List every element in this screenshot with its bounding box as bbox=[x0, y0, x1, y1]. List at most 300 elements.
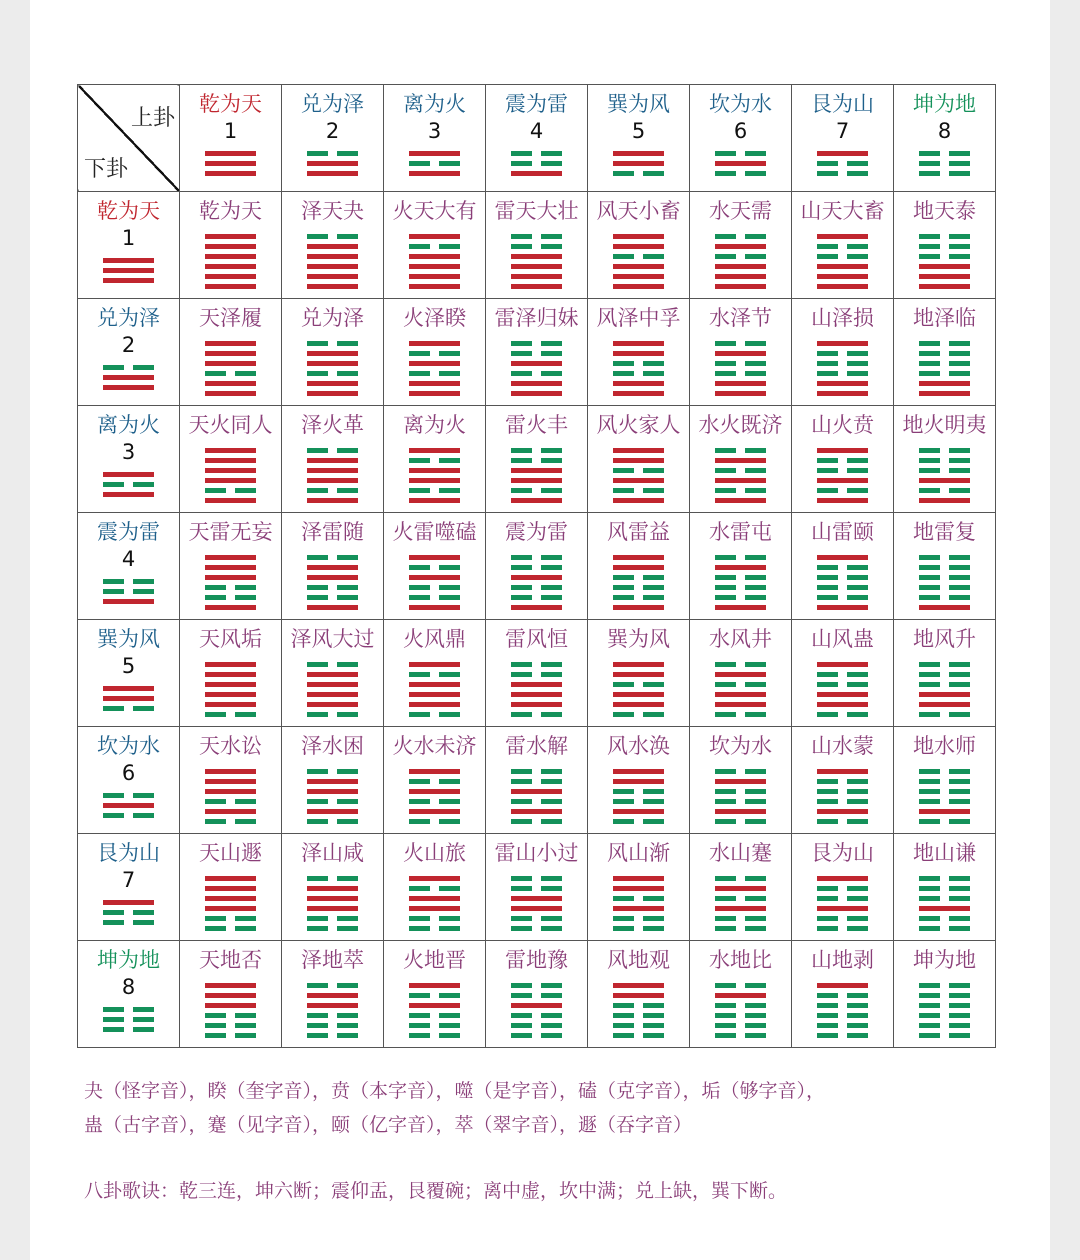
yang-line bbox=[613, 234, 664, 239]
yin-line bbox=[919, 993, 970, 998]
hexagram-name: 山水蒙 bbox=[811, 734, 874, 758]
hexagram-cell bbox=[486, 299, 588, 406]
hexagram-name: 雷泽归妹 bbox=[494, 306, 579, 330]
hexagram-symbol bbox=[613, 983, 664, 1038]
yang-line bbox=[715, 692, 766, 697]
trigram-name: 兑为泽 bbox=[301, 92, 364, 116]
yang-line bbox=[307, 351, 358, 356]
yin-line bbox=[103, 365, 154, 370]
hexagram-symbol bbox=[715, 555, 766, 610]
hexagram-name: 天山遯 bbox=[199, 841, 262, 865]
hexagram-name: 水雷屯 bbox=[709, 520, 772, 544]
yang-line bbox=[205, 381, 256, 386]
yang-line bbox=[205, 809, 256, 814]
hexagram-name: 地天泰 bbox=[913, 199, 976, 223]
yang-line bbox=[715, 244, 766, 249]
yin-line bbox=[511, 341, 562, 346]
hexagram-symbol bbox=[409, 983, 460, 1038]
yang-line bbox=[205, 692, 256, 697]
yang-line bbox=[715, 702, 766, 707]
yin-line bbox=[715, 1023, 766, 1028]
hexagram-name: 地风升 bbox=[913, 627, 976, 651]
yang-line bbox=[205, 1003, 256, 1008]
trigram-symbol bbox=[103, 793, 154, 818]
yang-line bbox=[103, 268, 154, 273]
yang-line bbox=[409, 341, 460, 346]
yin-line bbox=[307, 585, 358, 590]
lower-trigram-header bbox=[78, 299, 180, 406]
yin-line bbox=[715, 769, 766, 774]
hexagram-symbol bbox=[919, 983, 970, 1038]
yang-line bbox=[307, 575, 358, 580]
yin-line bbox=[919, 1013, 970, 1018]
hexagram-symbol bbox=[409, 555, 460, 610]
yin-line bbox=[817, 1013, 868, 1018]
yin-line bbox=[511, 234, 562, 239]
yang-line bbox=[817, 274, 868, 279]
trigram-name: 离为火 bbox=[97, 413, 160, 437]
yin-line bbox=[919, 555, 970, 560]
hexagram-cell bbox=[282, 834, 384, 941]
yang-line bbox=[511, 789, 562, 794]
yang-line bbox=[409, 151, 460, 156]
yang-line bbox=[307, 779, 358, 784]
yin-line bbox=[613, 1003, 664, 1008]
hexagram-symbol bbox=[511, 555, 562, 610]
yin-line bbox=[205, 916, 256, 921]
hexagram-name: 雷风恒 bbox=[505, 627, 568, 651]
yin-line bbox=[613, 1013, 664, 1018]
yin-line bbox=[103, 1007, 154, 1012]
trigram-symbol bbox=[307, 151, 358, 176]
yang-line bbox=[409, 391, 460, 396]
yin-line bbox=[919, 575, 970, 580]
hexagram-symbol bbox=[613, 555, 664, 610]
hexagram-name: 风山渐 bbox=[607, 841, 670, 865]
yin-line bbox=[103, 793, 154, 798]
yin-line bbox=[307, 151, 358, 156]
hexagram-cell bbox=[588, 513, 690, 620]
yang-line bbox=[817, 391, 868, 396]
table-row bbox=[78, 941, 996, 1048]
yin-line bbox=[511, 1023, 562, 1028]
yin-line bbox=[103, 1017, 154, 1022]
yang-line bbox=[409, 702, 460, 707]
yin-line bbox=[919, 161, 970, 166]
yin-line bbox=[715, 662, 766, 667]
yin-line bbox=[919, 886, 970, 891]
yin-line bbox=[511, 555, 562, 560]
yang-line bbox=[613, 876, 664, 881]
hexagram-name: 火风鼎 bbox=[403, 627, 466, 651]
yang-line bbox=[817, 906, 868, 911]
yang-line bbox=[613, 906, 664, 911]
trigram-symbol bbox=[919, 151, 970, 176]
yin-line bbox=[919, 341, 970, 346]
hexagram-name: 火地晋 bbox=[403, 948, 466, 972]
hexagram-name: 火水未济 bbox=[392, 734, 477, 758]
upper-trigram-header bbox=[588, 85, 690, 192]
hexagram-symbol bbox=[307, 876, 358, 931]
hexagram-symbol bbox=[715, 876, 766, 931]
yin-line bbox=[919, 254, 970, 259]
hexagram-name: 雷水解 bbox=[505, 734, 568, 758]
hexagram-symbol bbox=[715, 983, 766, 1038]
upper-trigram-header bbox=[792, 85, 894, 192]
yin-line bbox=[307, 448, 358, 453]
hexagram-cell bbox=[894, 834, 996, 941]
yang-line bbox=[613, 284, 664, 289]
yin-line bbox=[817, 682, 868, 687]
yang-line bbox=[205, 575, 256, 580]
yang-line bbox=[919, 274, 970, 279]
hexagram-table bbox=[77, 84, 996, 1048]
yang-line bbox=[817, 284, 868, 289]
hexagram-cell bbox=[282, 513, 384, 620]
yin-line bbox=[919, 1003, 970, 1008]
yin-line bbox=[817, 565, 868, 570]
yin-line bbox=[715, 926, 766, 931]
hexagram-cell bbox=[894, 941, 996, 1048]
yang-line bbox=[103, 258, 154, 263]
yang-line bbox=[409, 692, 460, 697]
yin-line bbox=[715, 712, 766, 717]
yin-line bbox=[613, 371, 664, 376]
yang-line bbox=[511, 1003, 562, 1008]
hexagram-symbol bbox=[205, 341, 256, 396]
hexagram-cell bbox=[180, 834, 282, 941]
yin-line bbox=[613, 1023, 664, 1028]
yang-line bbox=[715, 264, 766, 269]
yang-line bbox=[613, 381, 664, 386]
yang-line bbox=[511, 498, 562, 503]
yin-line bbox=[715, 171, 766, 176]
hexagram-symbol bbox=[409, 234, 460, 289]
yin-line bbox=[919, 234, 970, 239]
yang-line bbox=[511, 478, 562, 483]
yang-line bbox=[511, 391, 562, 396]
yin-line bbox=[511, 151, 562, 156]
notes-line-1: 夬（怪字音），睽（奎字音），贲（本字音），噬（是字音），磕（克字音），垢（够字音）， bbox=[84, 1080, 826, 1102]
hexagram-name: 水地比 bbox=[709, 948, 772, 972]
upper-trigram-header bbox=[282, 85, 384, 192]
yin-line bbox=[817, 926, 868, 931]
hexagram-cell bbox=[486, 192, 588, 299]
hexagram-cell bbox=[282, 406, 384, 513]
hexagram-symbol bbox=[919, 769, 970, 824]
yin-line bbox=[103, 706, 154, 711]
yin-line bbox=[205, 595, 256, 600]
hexagram-name: 山泽损 bbox=[811, 306, 874, 330]
hexagram-symbol bbox=[715, 662, 766, 717]
hexagram-name: 火泽睽 bbox=[403, 306, 466, 330]
yin-line bbox=[919, 819, 970, 824]
yang-line bbox=[307, 161, 358, 166]
yin-line bbox=[817, 1033, 868, 1038]
trigram-name: 兑为泽 bbox=[97, 306, 160, 330]
hexagram-name: 水火既济 bbox=[698, 413, 783, 437]
hexagram-name: 山风蛊 bbox=[811, 627, 874, 651]
hexagram-name: 坤为地 bbox=[913, 948, 976, 972]
trigram-number: 8 bbox=[937, 119, 952, 143]
hexagram-symbol bbox=[817, 341, 868, 396]
yang-line bbox=[511, 809, 562, 814]
hexagram-name: 地水师 bbox=[913, 734, 976, 758]
yin-line bbox=[919, 448, 970, 453]
yang-line bbox=[307, 498, 358, 503]
hexagram-symbol bbox=[205, 983, 256, 1038]
yang-line bbox=[205, 779, 256, 784]
yang-line bbox=[307, 1003, 358, 1008]
hexagram-name: 泽地萃 bbox=[301, 948, 364, 972]
hexagram-cell bbox=[180, 192, 282, 299]
yin-line bbox=[307, 1033, 358, 1038]
trigram-number: 2 bbox=[121, 333, 136, 357]
yin-line bbox=[409, 565, 460, 570]
hexagram-cell bbox=[894, 727, 996, 834]
hexagram-symbol bbox=[511, 876, 562, 931]
yang-line bbox=[409, 468, 460, 473]
hexagram-symbol bbox=[511, 448, 562, 503]
yin-line bbox=[919, 662, 970, 667]
table-row bbox=[78, 513, 996, 620]
yang-line bbox=[409, 1003, 460, 1008]
hexagram-cell bbox=[384, 192, 486, 299]
yang-line bbox=[613, 391, 664, 396]
yang-line bbox=[307, 284, 358, 289]
trigram-number: 2 bbox=[325, 119, 340, 143]
yin-line bbox=[205, 488, 256, 493]
trigram-name: 坤为地 bbox=[97, 948, 160, 972]
hexagram-symbol bbox=[511, 662, 562, 717]
yang-line bbox=[919, 478, 970, 483]
yin-line bbox=[817, 254, 868, 259]
hexagram-name: 山天大畜 bbox=[800, 199, 885, 223]
yang-line bbox=[715, 381, 766, 386]
yang-line bbox=[205, 254, 256, 259]
yang-line bbox=[613, 702, 664, 707]
yin-line bbox=[307, 926, 358, 931]
yang-line bbox=[511, 171, 562, 176]
lower-trigram-header bbox=[78, 620, 180, 727]
hexagram-cell bbox=[180, 513, 282, 620]
yin-line bbox=[307, 819, 358, 824]
hexagram-symbol bbox=[307, 983, 358, 1038]
trigram-number: 5 bbox=[121, 654, 136, 678]
hexagram-cell bbox=[588, 834, 690, 941]
yang-line bbox=[103, 900, 154, 905]
trigram-name: 坎为水 bbox=[709, 92, 772, 116]
hexagram-cell bbox=[792, 192, 894, 299]
yin-line bbox=[307, 341, 358, 346]
yang-line bbox=[205, 682, 256, 687]
hexagram-cell bbox=[486, 834, 588, 941]
yin-line bbox=[715, 983, 766, 988]
yin-line bbox=[307, 983, 358, 988]
hexagram-cell bbox=[690, 727, 792, 834]
trigram-name: 巽为风 bbox=[607, 92, 670, 116]
yin-line bbox=[919, 361, 970, 366]
trigram-symbol bbox=[817, 151, 868, 176]
yin-line bbox=[715, 595, 766, 600]
hexagram-name: 风地观 bbox=[607, 948, 670, 972]
yin-line bbox=[715, 876, 766, 881]
yin-line bbox=[511, 448, 562, 453]
yang-line bbox=[205, 896, 256, 901]
yin-line bbox=[613, 712, 664, 717]
yang-line bbox=[409, 876, 460, 881]
yin-line bbox=[511, 769, 562, 774]
yin-line bbox=[511, 595, 562, 600]
trigram-name: 巽为风 bbox=[97, 627, 160, 651]
yang-line bbox=[307, 692, 358, 697]
yin-line bbox=[511, 585, 562, 590]
yang-line bbox=[205, 468, 256, 473]
yin-line bbox=[205, 799, 256, 804]
yin-line bbox=[409, 672, 460, 677]
hexagram-name: 泽山咸 bbox=[301, 841, 364, 865]
hexagram-symbol bbox=[307, 234, 358, 289]
yang-line bbox=[205, 284, 256, 289]
yin-line bbox=[715, 575, 766, 580]
yang-line bbox=[205, 161, 256, 166]
yang-line bbox=[409, 284, 460, 289]
yin-line bbox=[919, 682, 970, 687]
yin-line bbox=[919, 565, 970, 570]
yang-line bbox=[409, 234, 460, 239]
hexagram-cell bbox=[384, 727, 486, 834]
yang-line bbox=[307, 458, 358, 463]
yang-line bbox=[817, 234, 868, 239]
yin-line bbox=[307, 371, 358, 376]
yang-line bbox=[715, 498, 766, 503]
hexagram-cell bbox=[486, 513, 588, 620]
hexagram-cell bbox=[690, 941, 792, 1048]
yang-line bbox=[205, 662, 256, 667]
yin-line bbox=[511, 672, 562, 677]
hexagram-symbol bbox=[715, 448, 766, 503]
yin-line bbox=[919, 585, 970, 590]
yin-line bbox=[919, 799, 970, 804]
yin-line bbox=[715, 254, 766, 259]
yin-line bbox=[409, 916, 460, 921]
hexagram-name: 雷火丰 bbox=[505, 413, 568, 437]
hexagram-symbol bbox=[205, 234, 256, 289]
hexagram-name: 风水涣 bbox=[607, 734, 670, 758]
yin-line bbox=[715, 1003, 766, 1008]
yin-line bbox=[817, 886, 868, 891]
yang-line bbox=[307, 171, 358, 176]
yang-line bbox=[613, 809, 664, 814]
yang-line bbox=[205, 789, 256, 794]
upper-trigram-header bbox=[894, 85, 996, 192]
yin-line bbox=[307, 876, 358, 881]
hexagram-name: 震为雷 bbox=[505, 520, 568, 544]
hexagram-name: 地山谦 bbox=[913, 841, 976, 865]
trigram-number: 4 bbox=[121, 547, 136, 571]
yang-line bbox=[613, 769, 664, 774]
yin-line bbox=[919, 779, 970, 784]
yang-line bbox=[205, 702, 256, 707]
yang-line bbox=[919, 391, 970, 396]
yin-line bbox=[715, 448, 766, 453]
lower-trigram-header bbox=[78, 513, 180, 620]
yin-line bbox=[613, 799, 664, 804]
trigram-name: 乾为天 bbox=[199, 92, 262, 116]
hexagram-name: 风天小畜 bbox=[596, 199, 681, 223]
yang-line bbox=[103, 686, 154, 691]
hexagram-symbol bbox=[919, 341, 970, 396]
trigram-symbol bbox=[205, 151, 256, 176]
hexagram-symbol bbox=[307, 769, 358, 824]
table-row bbox=[78, 406, 996, 513]
yin-line bbox=[409, 488, 460, 493]
hexagram-cell bbox=[894, 192, 996, 299]
hexagram-cell bbox=[690, 834, 792, 941]
yang-line bbox=[715, 351, 766, 356]
hexagram-name: 泽天夬 bbox=[301, 199, 364, 223]
yin-line bbox=[511, 926, 562, 931]
yang-line bbox=[511, 682, 562, 687]
yin-line bbox=[409, 1013, 460, 1018]
yang-line bbox=[205, 555, 256, 560]
yin-line bbox=[511, 1013, 562, 1018]
yin-line bbox=[409, 926, 460, 931]
hexagram-symbol bbox=[715, 234, 766, 289]
yin-line bbox=[613, 819, 664, 824]
trigram-number: 1 bbox=[121, 226, 136, 250]
hexagram-cell bbox=[690, 192, 792, 299]
yin-line bbox=[307, 712, 358, 717]
yang-line bbox=[817, 264, 868, 269]
hexagram-cell bbox=[588, 727, 690, 834]
yang-line bbox=[205, 983, 256, 988]
trigram-number: 3 bbox=[121, 440, 136, 464]
table-row bbox=[78, 299, 996, 406]
yin-line bbox=[205, 1013, 256, 1018]
yin-line bbox=[103, 910, 154, 915]
hexagram-name: 巽为风 bbox=[607, 627, 670, 651]
yin-line bbox=[511, 886, 562, 891]
hexagram-symbol bbox=[205, 662, 256, 717]
yang-line bbox=[715, 161, 766, 166]
hexagram-symbol bbox=[409, 341, 460, 396]
yin-line bbox=[307, 799, 358, 804]
yang-line bbox=[817, 498, 868, 503]
yin-line bbox=[613, 789, 664, 794]
hexagram-symbol bbox=[817, 876, 868, 931]
table-row bbox=[78, 834, 996, 941]
yin-line bbox=[205, 585, 256, 590]
yang-line bbox=[613, 351, 664, 356]
yin-line bbox=[715, 896, 766, 901]
trigram-number: 6 bbox=[121, 761, 136, 785]
hexagram-name: 泽水困 bbox=[301, 734, 364, 758]
yin-line bbox=[919, 712, 970, 717]
yang-line bbox=[511, 896, 562, 901]
trigram-name: 坤为地 bbox=[913, 92, 976, 116]
hexagram-cell bbox=[282, 192, 384, 299]
yang-line bbox=[919, 809, 970, 814]
hexagram-name: 水山蹇 bbox=[709, 841, 772, 865]
yang-line bbox=[205, 478, 256, 483]
yang-line bbox=[307, 468, 358, 473]
trigram-number: 7 bbox=[121, 868, 136, 892]
hexagram-cell bbox=[384, 834, 486, 941]
yang-line bbox=[409, 478, 460, 483]
yang-line bbox=[613, 274, 664, 279]
yin-line bbox=[307, 555, 358, 560]
